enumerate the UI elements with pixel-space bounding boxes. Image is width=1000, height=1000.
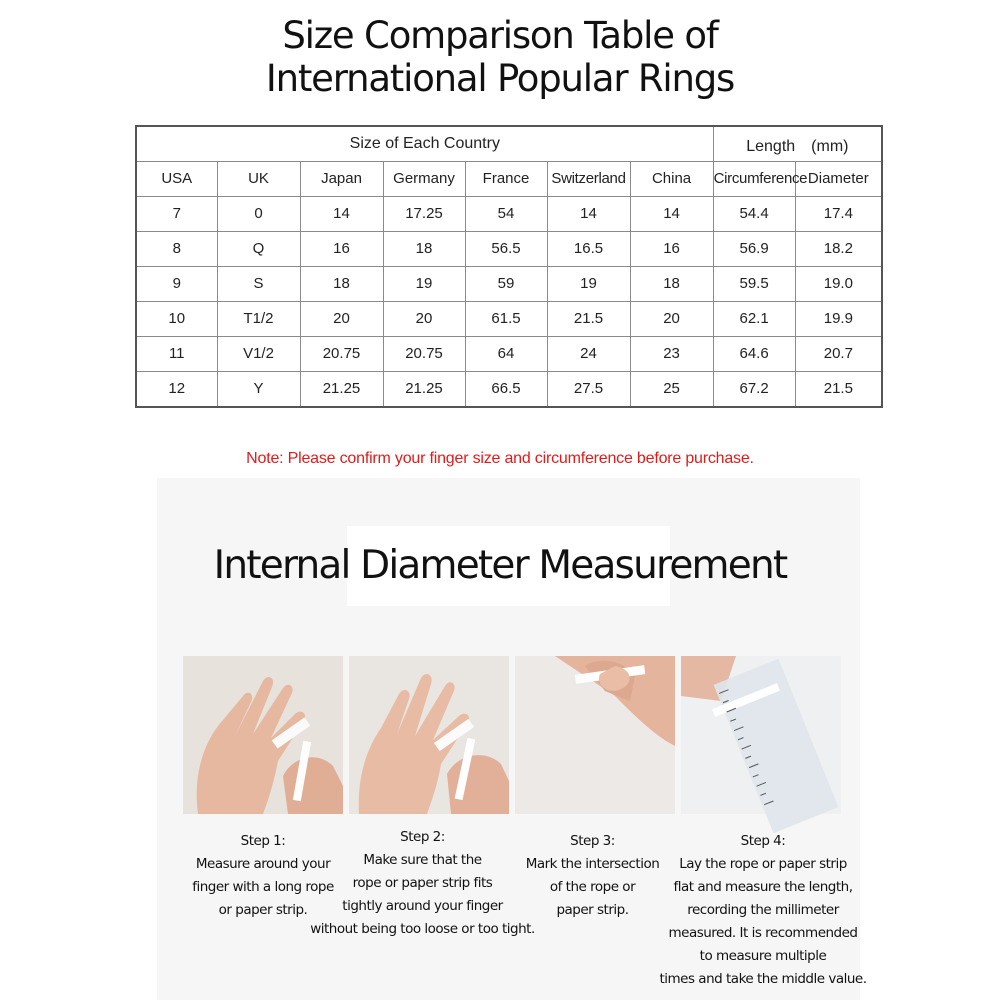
step-4-title: Step 4: (740, 833, 786, 849)
page-title (0, 14, 1000, 100)
title-line-2: International Popular Rings (265, 57, 735, 100)
cell-china: 16 (630, 231, 713, 266)
step-2-caption (305, 826, 540, 941)
title-line-1: Size Comparison Table of (282, 14, 718, 57)
col-header-uk: UK (217, 162, 300, 197)
step-2-photo (349, 656, 509, 814)
cell-usa: 11 (136, 336, 217, 371)
step-2-line: rope or paper strip fits (352, 875, 493, 891)
cell-uk: T1/2 (217, 301, 300, 336)
step-4-line: measured. It is recommended (668, 925, 858, 941)
step-4-line: Lay the rope or paper strip (679, 856, 847, 872)
section-title: Internal Diameter Measurement (213, 543, 787, 588)
col-header-usa: USA (136, 162, 217, 197)
group-header-country: Size of Each Country (136, 126, 713, 162)
step-1-photo (183, 656, 343, 814)
step-4-line: flat and measure the length, (673, 879, 853, 895)
cell-china: 18 (630, 266, 713, 301)
step-4-caption (653, 830, 873, 991)
step-3-line: paper strip. (556, 902, 629, 918)
step-2-line: tightly around your finger (342, 898, 503, 914)
step-4-line: times and take the middle value. (659, 971, 867, 987)
cell-usa: 7 (136, 196, 217, 231)
cell-uk: 0 (217, 196, 300, 231)
ring-size-table (135, 125, 883, 408)
cell-diameter: 18.2 (795, 231, 882, 266)
cell-usa: 12 (136, 371, 217, 407)
cell-circumference: 62.1 (713, 301, 795, 336)
cell-germany: 17.25 (383, 196, 465, 231)
table-row (136, 371, 882, 407)
cell-circumference: 59.5 (713, 266, 795, 301)
cell-diameter: 17.4 (795, 196, 882, 231)
step-1-line: finger with a long rope (192, 879, 334, 895)
cell-france: 66.5 (465, 371, 547, 407)
step-1-title: Step 1: (240, 833, 286, 849)
cell-switzerland: 24 (547, 336, 630, 371)
table-row (136, 231, 882, 266)
col-header-china: China (630, 162, 713, 197)
cell-japan: 20.75 (300, 336, 383, 371)
step-4-photo (681, 656, 841, 814)
cell-japan: 18 (300, 266, 383, 301)
cell-switzerland: 14 (547, 196, 630, 231)
table-row (136, 301, 882, 336)
cell-germany: 20.75 (383, 336, 465, 371)
group-header-length: Length (mm) (713, 126, 882, 162)
cell-circumference: 54.4 (713, 196, 795, 231)
step-3-title: Step 3: (570, 833, 615, 849)
cell-china: 20 (630, 301, 713, 336)
step-2-title: Step 2: (400, 829, 445, 845)
cell-uk: S (217, 266, 300, 301)
cell-japan: 14 (300, 196, 383, 231)
cell-france: 56.5 (465, 231, 547, 266)
step-2-line: without being too loose or too tight. (310, 921, 535, 937)
step-4-line: to measure multiple (699, 948, 827, 964)
step-2-line: Make sure that the (363, 852, 482, 868)
cell-japan: 21.25 (300, 371, 383, 407)
cell-germany: 20 (383, 301, 465, 336)
cell-diameter: 20.7 (795, 336, 882, 371)
col-header-japan: Japan (300, 162, 383, 197)
cell-circumference: 56.9 (713, 231, 795, 266)
cell-china: 14 (630, 196, 713, 231)
cell-france: 61.5 (465, 301, 547, 336)
cell-china: 23 (630, 336, 713, 371)
purchase-note: Note: Please confirm your finger size and circumference before purchase. (246, 450, 754, 467)
cell-germany: 21.25 (383, 371, 465, 407)
cell-uk: Q (217, 231, 300, 266)
col-header-germany: Germany (383, 162, 465, 197)
step-1-line: or paper strip. (218, 902, 308, 918)
table-row (136, 266, 882, 301)
table-column-header (136, 162, 882, 197)
cell-uk: Y (217, 371, 300, 407)
step-3-line: Mark the intersection (525, 856, 660, 872)
cell-japan: 16 (300, 231, 383, 266)
cell-france: 59 (465, 266, 547, 301)
cell-switzerland: 16.5 (547, 231, 630, 266)
col-header-diameter: Diameter (795, 162, 882, 197)
step-3-photo (515, 656, 675, 814)
cell-uk: V1/2 (217, 336, 300, 371)
step-3-caption (515, 830, 670, 922)
table-row (136, 336, 882, 371)
cell-circumference: 64.6 (713, 336, 795, 371)
cell-france: 54 (465, 196, 547, 231)
cell-circumference: 67.2 (713, 371, 795, 407)
cell-diameter: 19.9 (795, 301, 882, 336)
table-group-header (136, 126, 882, 162)
table-row (136, 196, 882, 231)
cell-diameter: 21.5 (795, 371, 882, 407)
cell-germany: 18 (383, 231, 465, 266)
cell-switzerland: 27.5 (547, 371, 630, 407)
col-header-switzerland: Switzerland (547, 162, 630, 197)
cell-diameter: 19.0 (795, 266, 882, 301)
cell-germany: 19 (383, 266, 465, 301)
cell-usa: 9 (136, 266, 217, 301)
col-header-circumference: Circumference (713, 162, 795, 197)
cell-france: 64 (465, 336, 547, 371)
step-1-line: Measure around your (195, 856, 331, 872)
cell-japan: 20 (300, 301, 383, 336)
step-4-line: recording the millimeter (687, 902, 839, 918)
cell-china: 25 (630, 371, 713, 407)
cell-switzerland: 19 (547, 266, 630, 301)
cell-switzerland: 21.5 (547, 301, 630, 336)
step-3-line: of the rope or (549, 879, 636, 895)
cell-usa: 8 (136, 231, 217, 266)
cell-usa: 10 (136, 301, 217, 336)
col-header-france: France (465, 162, 547, 197)
